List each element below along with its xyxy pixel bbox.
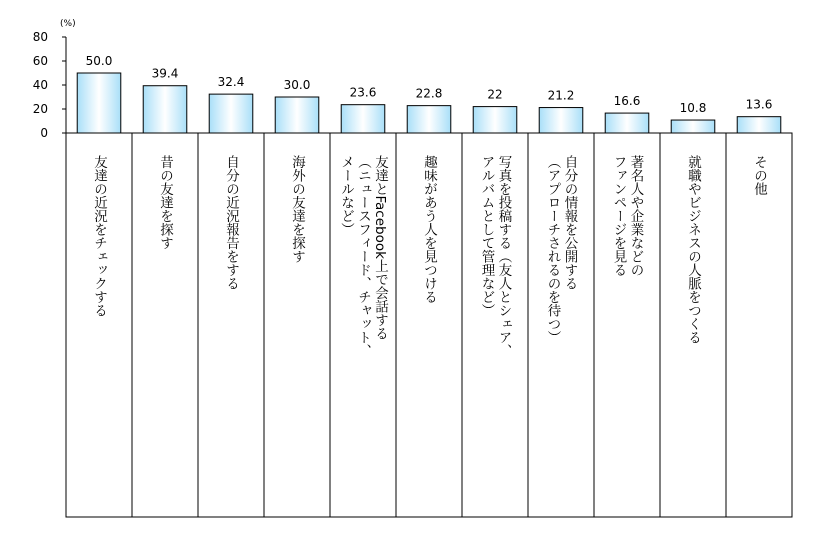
y-tick-label: 20 [32,102,48,116]
category-label: （アプローチされるのを待つ） [544,155,561,344]
y-tick-label: 60 [32,54,48,68]
y-tick-label: 0 [40,126,48,140]
category-label: 自分の近況報告をする [223,155,239,290]
bar [605,113,649,133]
y-tick-label: 40 [32,78,48,92]
bar [275,97,319,133]
category-label: その他 [751,155,767,196]
data-label: 30.0 [283,78,311,92]
y-axis [33,30,66,140]
data-label: 22 [487,87,503,102]
data-label: 10.8 [679,101,707,116]
category-label: 自分の情報を公開する [561,155,578,290]
category-label: アルバムとして管理など） [478,155,495,317]
data-label: 13.6 [745,97,773,112]
category-label: 趣味があう人を見つける [421,155,437,304]
bar [473,107,517,133]
data-label: 50.0 [85,54,113,68]
bars [77,73,781,133]
category-label: （ニュースフィード、チャット、 [355,155,371,358]
bar [77,73,121,133]
bar [143,86,187,133]
y-tick-label: 80 [32,30,48,44]
data-label: 21.2 [547,88,575,103]
data-label: 22.8 [415,86,443,101]
data-label: 32.4 [217,75,245,90]
bar [209,94,253,133]
y-axis-unit: (%) [60,19,76,29]
data-label: 39.4 [151,66,179,81]
category-label: ファンページを見る [610,155,627,277]
bar [407,106,451,133]
data-label: 16.6 [613,94,641,109]
bar [539,108,583,133]
category-table [66,133,792,517]
data-label: 23.6 [349,85,377,100]
category-label: 昔の友達を探す [157,155,173,250]
category-label: 友達とFacebook上で会話する [372,155,388,340]
bar [737,117,781,133]
category-label: 就職やビジネスの人脈をつくる [685,155,701,344]
category-label: 写真を投稿する（友人とシェア、 [495,155,512,358]
bar [341,105,385,133]
category-label: メールなど） [338,155,354,236]
bar [671,120,715,133]
category-label: 海外の友達を探す [289,155,305,263]
category-label: 友達の近況をチェックする [91,155,107,317]
category-label: 著名人や企業などの [627,155,644,277]
